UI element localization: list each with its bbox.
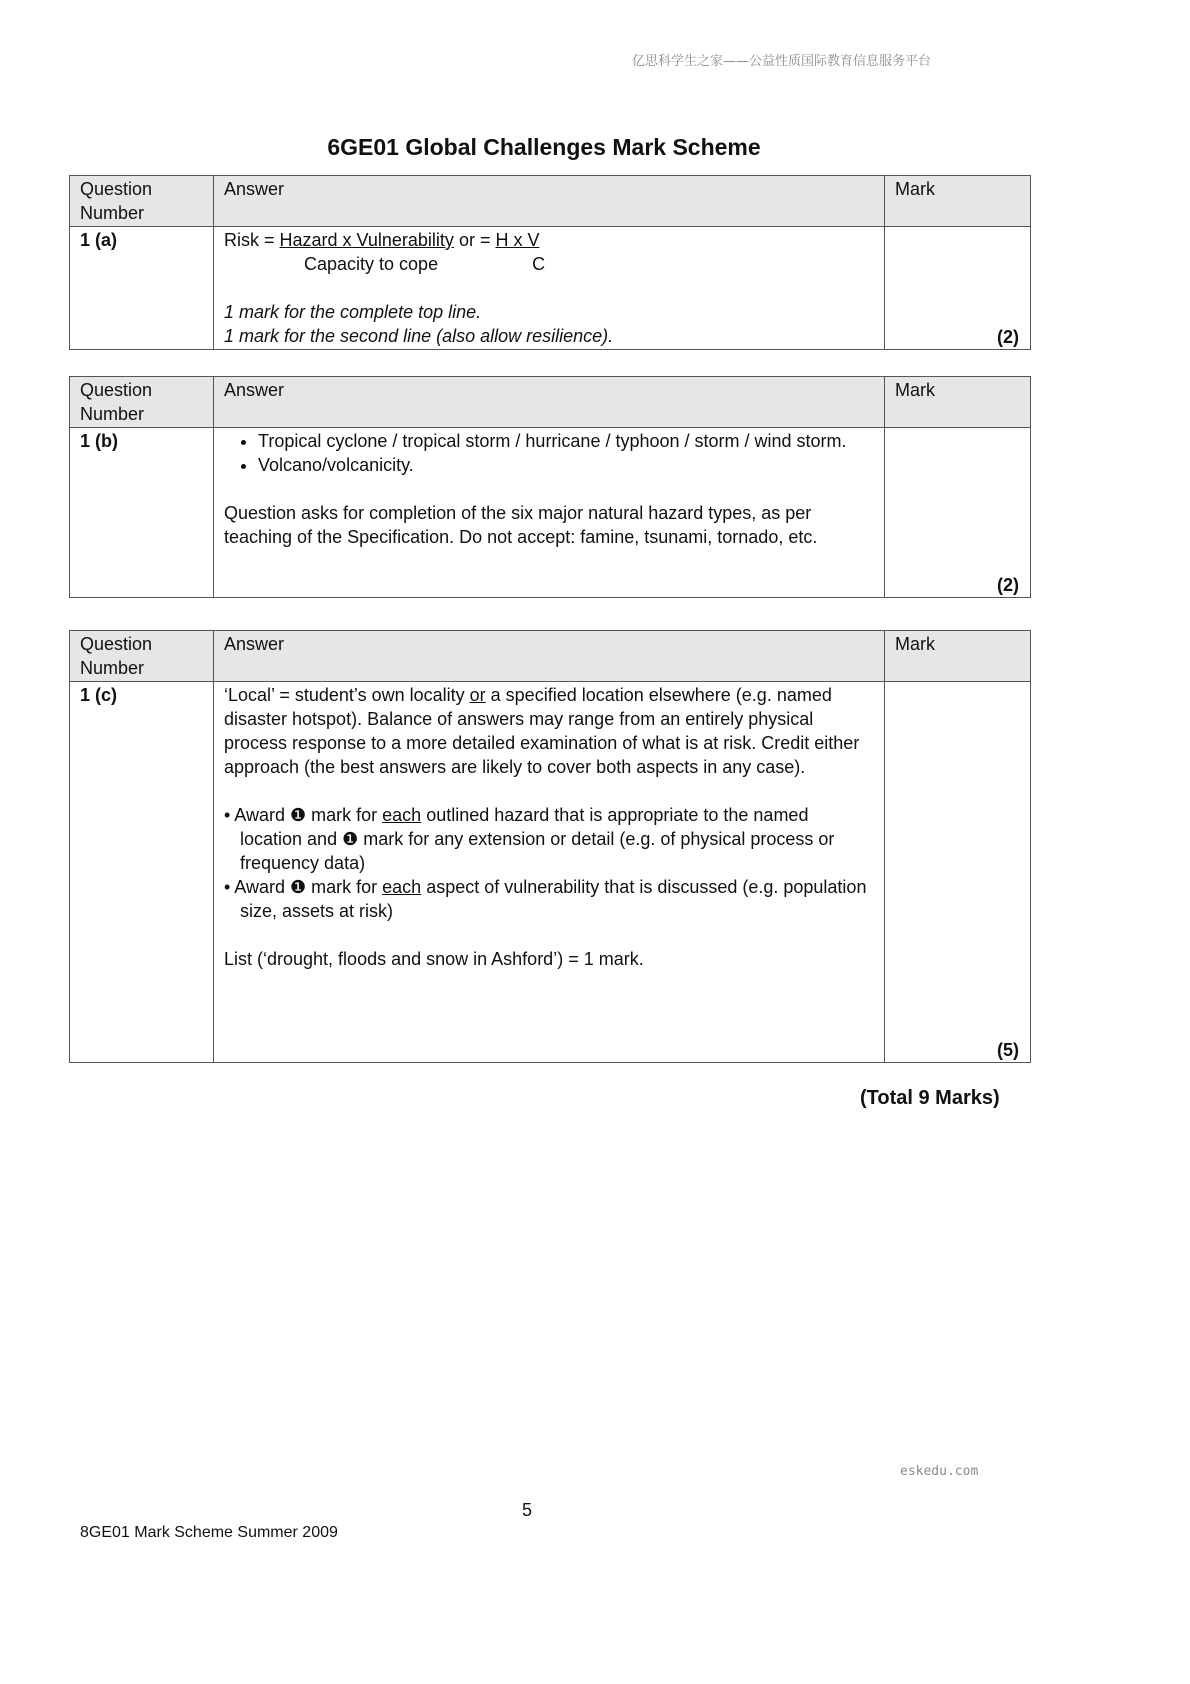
mark-cell [885, 227, 1031, 350]
table-header-row [70, 631, 1031, 682]
header-answer: Answer [214, 631, 885, 682]
mark-table-1c [69, 630, 1031, 1063]
mark-cell [885, 428, 1031, 598]
header-answer: Answer [214, 377, 885, 428]
list-item: • Tropical cyclone / tropical storm / hurricane / typhoon / storm / wind storm. [258, 429, 874, 453]
question-number: 1 (a) [70, 227, 214, 350]
marking-note: List (‘drought, floods and snow in Ashford’) = 1 mark. [224, 949, 644, 969]
table-row [70, 428, 1031, 598]
mark-value: (2) [997, 575, 1019, 595]
answer-cell [214, 682, 885, 1063]
mark-value: (2) [997, 327, 1019, 347]
risk-formula: Risk = Hazard x Vulnerability or = H x V [224, 230, 540, 250]
mark-value: (5) [997, 1040, 1019, 1060]
table-row [70, 682, 1031, 1063]
marking-note: 1 mark for the second line (also allow resilience). [224, 326, 614, 346]
table-row [70, 227, 1031, 350]
answer-bullets [224, 429, 874, 477]
page-footer: 8GE01 Mark Scheme Summer 2009 [80, 1524, 338, 1541]
award-bullet: • Award ❶ mark for each outlined hazard that is appropriate to the named location and ❶ mark for any extension or detail (e.g. of physical process or frequency data) [224, 805, 835, 873]
marking-note: 1 mark for the complete top line. [224, 302, 482, 322]
total-marks: (Total 9 Marks) [860, 1087, 1000, 1109]
list-item: • Volcano/volcanicity. [258, 453, 874, 477]
answer-intro: ‘Local’ = student’s own locality or a specified location elsewhere (e.g. named disaster hotspot). Balance of answers may range from an entirely physical process response to a more detailed examination of what is at risk. Credit either approach (the best answers are likely to cover both aspects in any case). [224, 685, 860, 777]
header-mark: Mark [885, 377, 1031, 428]
page-number: 5 [522, 1500, 533, 1520]
header-answer: Answer [214, 176, 885, 227]
risk-denominator: Capacity to cope C [304, 254, 546, 274]
header-question: Question Number [70, 176, 214, 227]
award-bullet: • Award ❶ mark for each aspect of vulnerability that is discussed (e.g. population size, assets at risk) [224, 877, 867, 921]
header-question: Question Number [70, 631, 214, 682]
watermark-bottom: eskedu.com [900, 1464, 979, 1479]
question-number: 1 (b) [70, 428, 214, 598]
marking-note: Question asks for completion of the six major natural hazard types, as per teaching of the Specification. Do not accept: famine, tsunami, tornado, etc. [224, 503, 818, 547]
table-header-row [70, 377, 1031, 428]
watermark-top: 亿思科学生之家——公益性质国际教育信息服务平台 [632, 54, 932, 69]
mark-table-1a [69, 175, 1031, 350]
table-header-row [70, 176, 1031, 227]
mark-cell [885, 682, 1031, 1063]
answer-cell [214, 227, 885, 350]
header-mark: Mark [885, 631, 1031, 682]
answer-cell [214, 428, 885, 598]
question-number: 1 (c) [70, 682, 214, 1063]
header-question: Question Number [70, 377, 214, 428]
mark-table-1b [69, 376, 1031, 598]
page-title: 6GE01 Global Challenges Mark Scheme [327, 134, 761, 160]
header-mark: Mark [885, 176, 1031, 227]
